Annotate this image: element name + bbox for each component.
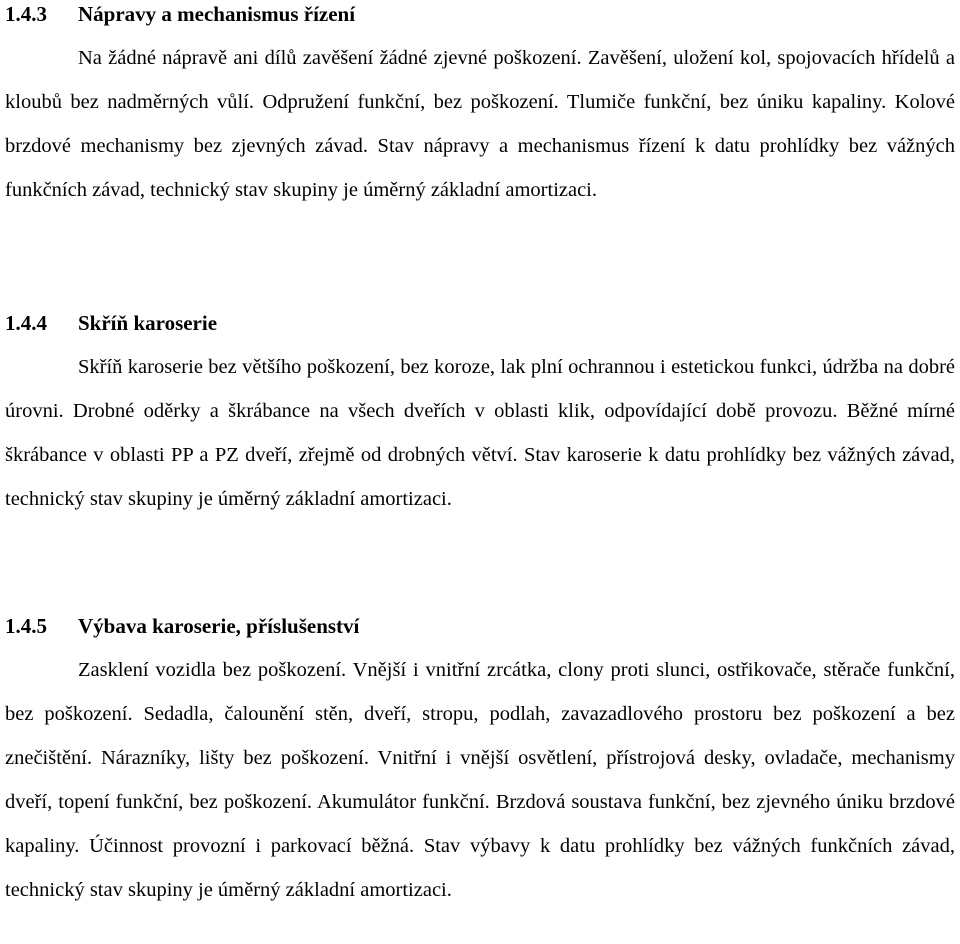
section-heading <box>5 2 955 26</box>
section-1-4-3 <box>5 2 955 212</box>
section-paragraph <box>5 648 955 912</box>
section-title: Nápravy a mechanismus řízení <box>78 2 356 26</box>
section-heading <box>5 311 955 335</box>
section-number: 1.4.4 <box>5 311 47 335</box>
paragraph-text: Skříň karoserie bez většího poškození, bez koroze, lak plní ochrannou i estetickou funkci, údržba na dobré úrovni. Drobné oděrky a škrábance na všech dveřích v oblasti klik, odpovídající době provozu. Běžné mírné škrábance v oblasti PP a PZ dveří, zřejmě od drobných větví. Stav karoserie k datu prohlídky bez vážných závad, technický stav skupiny je úměrný základní amortizaci. <box>5 356 955 510</box>
section-number: 1.4.3 <box>5 2 47 26</box>
paragraph-text: Na žádné nápravě ani dílů zavěšení žádné zjevné poškození. Zavěšení, uložení kol, spojovacích hřídelů a kloubů bez nadměrných vůlí. Odpružení funkční, bez poškození. Tlumiče funkční, bez úniku kapaliny. Kolové brzdové mechanismy bez zjevných závad. Stav nápravy a mechanismus řízení k datu prohlídky bez vážných funkčních závad, technický stav skupiny je úměrný základní amortizaci. <box>5 47 955 201</box>
section-number: 1.4.5 <box>5 614 47 638</box>
section-heading <box>5 614 955 638</box>
section-1-4-5 <box>5 614 955 912</box>
section-title: Výbava karoserie, příslušenství <box>78 614 360 638</box>
paragraph-text: Zasklení vozidla bez poškození. Vnější i vnitřní zrcátka, clony proti slunci, ostřikovače, stěrače funkční, bez poškození. Sedadla, čalounění stěn, dveří, stropu, podlah, zavazadlového prostoru bez poškození a bez znečištění. Nárazníky, lišty bez poškození. Vnitřní i vnější osvětlení, přístrojová desky, ovladače, mechanismy dveří, topení funkční, bez poškození. Akumulátor funkční. Brzdová soustava funkční, bez zjevného úniku brzdové kapaliny. Účinnost provozní i parkovací běžná. Stav výbavy k datu prohlídky bez vážných funkčních závad, technický stav skupiny je úměrný základní amortizaci. <box>5 659 955 901</box>
section-paragraph <box>5 345 955 521</box>
section-paragraph <box>5 36 955 212</box>
section-title: Skříň karoserie <box>78 311 218 335</box>
section-1-4-4 <box>5 311 955 521</box>
